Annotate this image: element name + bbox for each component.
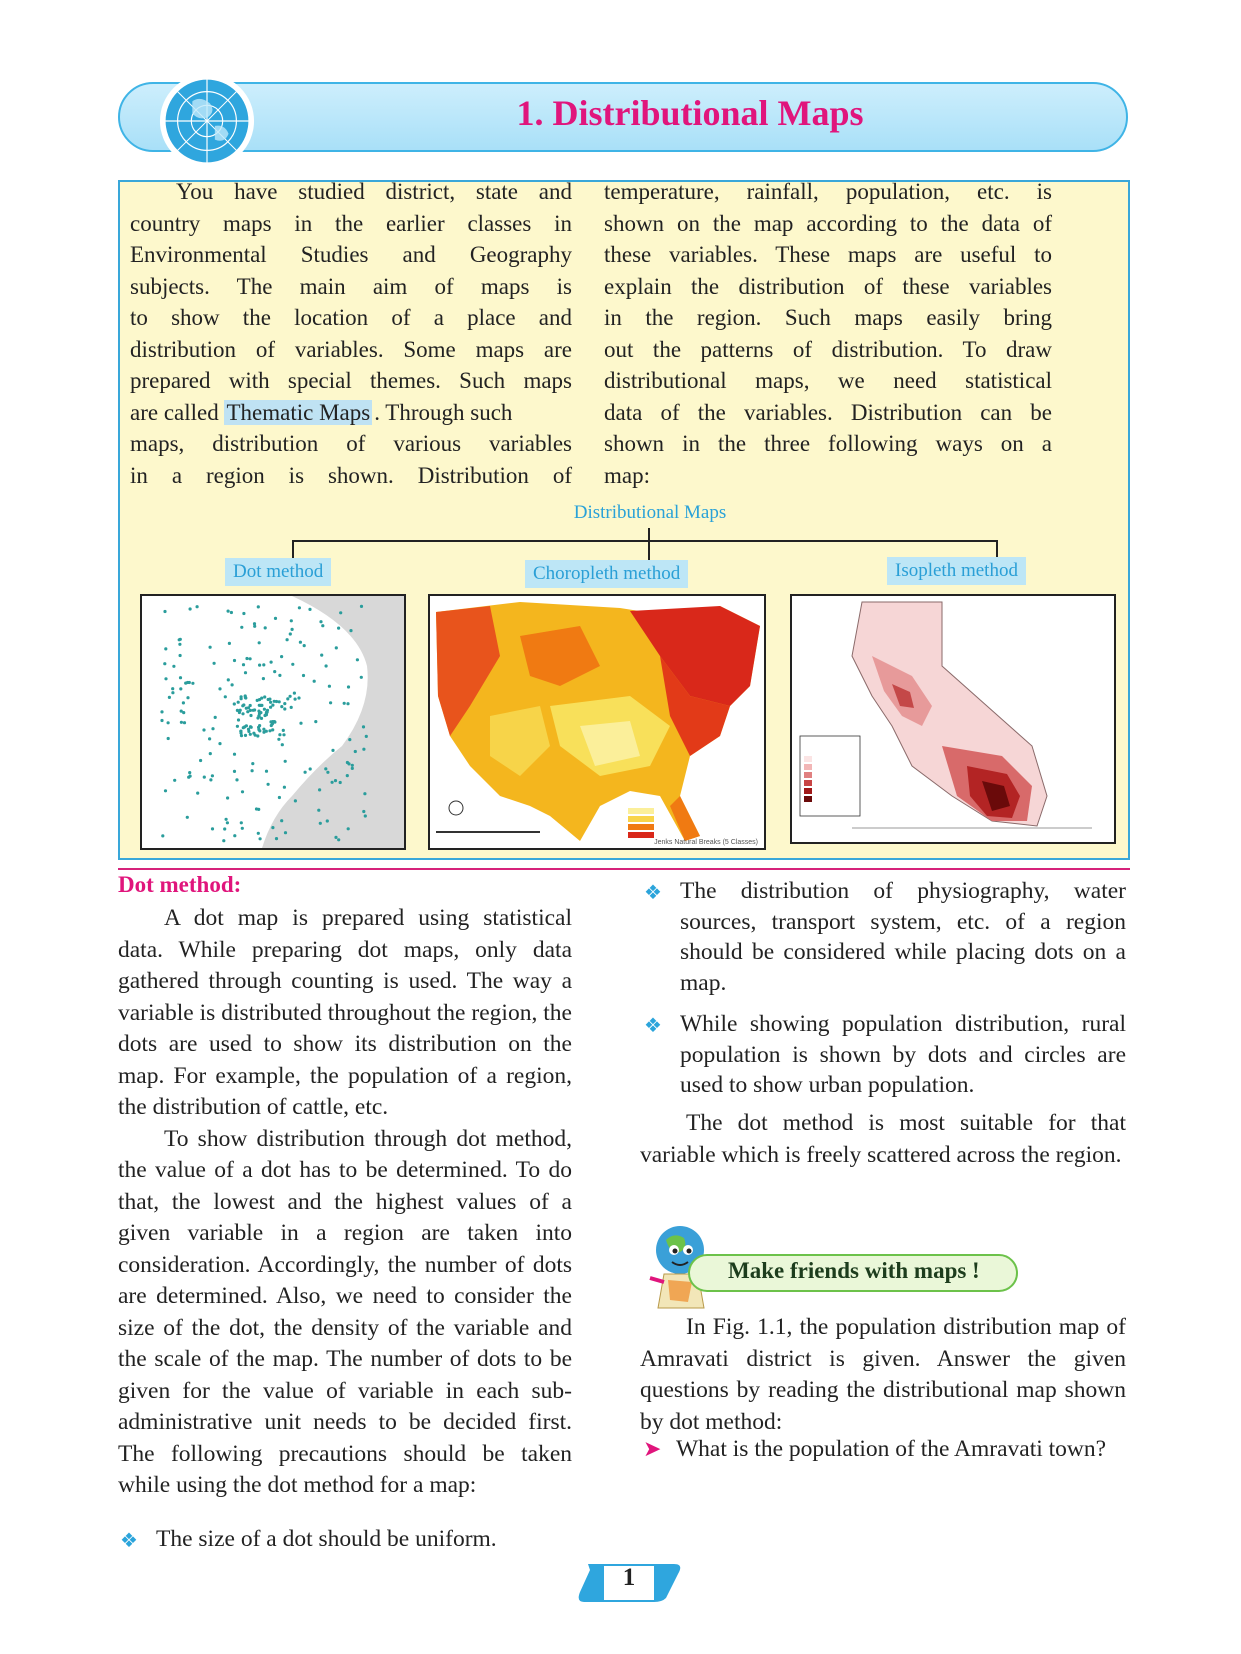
map-dot [331, 749, 334, 752]
map-dot [360, 676, 363, 679]
map-dot [337, 627, 340, 630]
map-dot [242, 612, 245, 615]
map-dot [242, 703, 245, 706]
map-dot [203, 776, 206, 779]
intro-line: You have studied district, state and [176, 179, 572, 204]
map-dot [254, 734, 257, 737]
map-dot [283, 702, 286, 705]
map-dot [186, 696, 189, 699]
map-dot [249, 725, 252, 728]
map-dot [334, 779, 337, 782]
map-dot [239, 730, 242, 733]
intro-line: shown on the map according to the data of [604, 210, 1052, 236]
map-dot [191, 682, 194, 685]
map-dot [249, 709, 252, 712]
map-dot [259, 704, 262, 707]
map-dot [211, 827, 214, 830]
map-dot [241, 790, 244, 793]
map-dot [294, 698, 297, 701]
map-dot [209, 646, 212, 649]
map-dot [275, 837, 278, 840]
map-dot [265, 713, 268, 716]
map-dot [235, 778, 238, 781]
map-dot [317, 809, 320, 812]
map-dot [188, 771, 191, 774]
map-dot [362, 725, 365, 728]
map-dot [189, 607, 192, 610]
intro-line: prepared with special themes. Such maps [130, 368, 572, 393]
map-dot [240, 626, 243, 629]
map-dot [173, 779, 176, 782]
map-dot [167, 737, 170, 740]
map-dot [256, 699, 259, 702]
map-dot [266, 709, 269, 712]
map-dot [179, 676, 182, 679]
map-dot [365, 735, 368, 738]
map-dot [351, 767, 354, 770]
map-dot [209, 778, 212, 781]
map-dot [282, 733, 285, 736]
intro-left-column [130, 176, 572, 491]
map-dot [356, 658, 359, 661]
isopleth-map-figure [790, 594, 1116, 844]
map-dot [161, 834, 164, 837]
map-dot [284, 760, 287, 763]
right-bullet-text: While showing population distribution, rural population is shown by dots and circles are used to show urban population. [680, 1011, 1126, 1098]
map-dot [273, 670, 276, 673]
intro-line: maps, distribution of various variables [130, 431, 572, 456]
map-dot [179, 654, 182, 657]
map-dot [303, 644, 306, 647]
map-dot [227, 610, 230, 613]
tree-connector [292, 540, 294, 558]
map-dot [319, 822, 322, 825]
activity-question: What is the population of the Amravati town? [676, 1436, 1107, 1462]
map-dot [299, 722, 302, 725]
dot-map-figure [140, 594, 406, 850]
map-dot [283, 786, 286, 789]
map-dot [196, 605, 199, 608]
map-dot [351, 764, 354, 767]
map-dot [245, 657, 248, 660]
map-dot [209, 752, 212, 755]
intro-line: distribution of variables. Some maps are [130, 336, 572, 362]
map-dot [334, 836, 337, 839]
intro-text: are called [130, 399, 219, 425]
map-dot [182, 701, 185, 704]
map-dot [260, 697, 263, 700]
map-dot [228, 642, 231, 645]
right-bullet-text: The distribution of physiography, water sources, transport system, etc. of a region should be considered while placing dots on a map. [680, 878, 1126, 996]
intro-line: subjects. The main aim of maps is [130, 273, 572, 299]
page-title: 1. Distributional Maps [516, 93, 864, 133]
map-dot [278, 674, 281, 677]
map-dot [245, 724, 248, 727]
map-dot [326, 819, 329, 822]
map-dot [270, 661, 273, 664]
map-dot [324, 767, 327, 770]
map-dot [271, 728, 274, 731]
map-dot [188, 681, 191, 684]
map-dot [278, 700, 281, 703]
map-dot [291, 628, 294, 631]
map-dot [264, 626, 267, 629]
map-dot [160, 710, 163, 713]
tree-root-label: Distributional Maps [573, 502, 727, 523]
map-dot [178, 638, 181, 641]
map-dot [363, 792, 366, 795]
map-dot [224, 695, 227, 698]
map-dot [299, 641, 302, 644]
map-dot [339, 781, 342, 784]
intro-line: temperature, rainfall, population, etc. is [604, 179, 1052, 204]
map-dot [271, 720, 274, 723]
map-dot [263, 695, 266, 698]
map-dot [308, 608, 311, 611]
map-dot [237, 718, 240, 721]
map-dot [298, 606, 301, 609]
map-dot [257, 832, 260, 835]
map-dot [251, 769, 254, 772]
map-dot [227, 678, 230, 681]
section-divider [118, 868, 1130, 870]
map-dot [163, 610, 166, 613]
map-dot [265, 770, 268, 773]
tree-connector [292, 540, 998, 542]
intro-line: distributional maps, we need statistical [604, 368, 1052, 393]
map-dot [278, 796, 281, 799]
map-dot [335, 646, 338, 649]
activity-paragraph-block [640, 1312, 1126, 1438]
map-dot [271, 826, 274, 829]
intro-line: data of the variables. Distribution can be [604, 399, 1052, 425]
diamond-bullet-icon: ❖ [644, 882, 662, 904]
map-dot [242, 663, 245, 666]
map-dot [251, 762, 254, 765]
map-dot [362, 810, 365, 813]
map-dot [236, 709, 239, 712]
map-dot [346, 702, 349, 705]
intro-line: shown in the three following ways on a [604, 431, 1052, 456]
map-dot [304, 771, 307, 774]
dot-method-right-paragraph [640, 1108, 1126, 1171]
map-dot [269, 701, 272, 704]
map-dot [257, 808, 260, 811]
intro-text: . Through such [374, 399, 513, 425]
map-dot [347, 685, 350, 688]
left-bullet-text: The size of a dot should be uniform. [156, 1526, 497, 1552]
map-dot [258, 729, 261, 732]
map-dot [348, 738, 351, 741]
map-dot [364, 814, 367, 817]
map-dot [286, 638, 289, 641]
map-dot [346, 774, 349, 777]
map-dot [214, 716, 217, 719]
intro-line: country maps in the earlier classes in [130, 210, 572, 236]
map-dot [189, 775, 192, 778]
map-dot [326, 771, 329, 774]
map-dot [237, 701, 240, 704]
map-dot [294, 799, 297, 802]
map-dot [339, 611, 342, 614]
map-dot [233, 770, 236, 773]
map-dot [233, 702, 236, 705]
map-dot [242, 726, 245, 729]
map-dot [233, 834, 236, 837]
map-dot [354, 750, 357, 753]
map-dot [362, 748, 365, 751]
map-dot [257, 710, 260, 713]
map-dot [226, 796, 229, 799]
map-dot [278, 733, 281, 736]
map-dot [236, 725, 239, 728]
map-dot [245, 707, 248, 710]
intro-line: explain the distribution of these variables [604, 273, 1052, 299]
map-dot [314, 720, 317, 723]
paragraph: The dot method is most suitable for that variable which is freely scattered across the region. [640, 1110, 1126, 1168]
map-dot [253, 625, 256, 628]
tag-dot-method: Dot method [225, 558, 331, 586]
map-dot [252, 709, 255, 712]
intro-line: in a region is shown. Distribution of [130, 462, 572, 488]
tag-isopleth-method: Isopleth method [887, 557, 1026, 585]
page-number: 1 [622, 1564, 636, 1591]
map-dot [320, 654, 323, 657]
map-dot [346, 761, 349, 764]
map-dot [280, 655, 283, 658]
map-dot [178, 643, 181, 646]
map-dot [179, 687, 182, 690]
map-dot [258, 664, 261, 667]
map-dot [249, 714, 252, 717]
map-dot [283, 707, 286, 710]
map-dot [231, 683, 234, 686]
map-dot [319, 620, 322, 623]
map-dot [267, 783, 270, 786]
map-dot [290, 619, 293, 622]
map-dot [347, 827, 350, 830]
map-dot [184, 682, 187, 685]
diamond-bullet-icon: ❖ [644, 1015, 662, 1037]
map-dot [186, 816, 189, 819]
map-dot [233, 659, 236, 662]
map-dot [171, 691, 174, 694]
map-dot [160, 719, 163, 722]
map-dot [164, 647, 167, 650]
intro-line: out the patterns of distribution. To draw [604, 336, 1052, 362]
map-dot [222, 839, 225, 842]
map-dot [325, 664, 328, 667]
map-dot [233, 753, 236, 756]
map-dot [281, 743, 284, 746]
map-dot [280, 705, 283, 708]
intro-line: these variables. These maps are useful to [604, 242, 1052, 267]
map-dot [180, 710, 183, 713]
map-dot [239, 709, 242, 712]
choropleth-legend-footer: Jenks Natural Breaks (5 Classes) [654, 839, 758, 846]
map-dot [329, 701, 332, 704]
map-dot [275, 700, 278, 703]
map-dot [318, 788, 321, 791]
map-dot [277, 738, 280, 741]
map-dot [280, 819, 283, 822]
map-dot [247, 728, 250, 731]
map-dot [328, 685, 331, 688]
paragraph: To show distribution through dot method, the value of a dot has to be determined. To do that, the lowest and the highest values of a given variable in a region are taken into consideration. Accordingly, the number of dots are determined. Also, we need to consider the size of the dot, the density of the variable and the scale of the map. The number of dots to be given for the value of variable in each sub-administrative unit needs to be decided first. The following precautions should be taken while using the dot method for a map: [118, 1125, 572, 1498]
map-dot [337, 838, 340, 841]
map-dot [262, 663, 265, 666]
map-dot [171, 687, 174, 690]
map-dot [183, 721, 186, 724]
map-dot [349, 629, 352, 632]
map-dot [289, 695, 292, 698]
paragraph: A dot map is prepared using statistical data. While preparing dot maps, only data gathered through counting is used. The way a variable is distributed throughout the region, the dots are used to show its distribution on the map. For example, the population of a region, the distribution of cattle, etc. [118, 905, 572, 1120]
choropleth-map-image [430, 596, 764, 848]
map-dot [218, 687, 221, 690]
map-dot [293, 692, 296, 695]
map-dot [240, 697, 243, 700]
map-dot [244, 671, 247, 674]
tag-choropleth-method: Choropleth method [525, 560, 688, 588]
map-dot [211, 727, 214, 730]
map-dot [249, 733, 252, 736]
map-dot [284, 831, 287, 834]
choropleth-map-figure [428, 594, 766, 850]
map-dot [286, 697, 289, 700]
map-dot [263, 708, 266, 711]
map-dot [163, 662, 166, 665]
map-dot [218, 742, 221, 745]
map-dot [360, 605, 363, 608]
map-dot [213, 662, 216, 665]
tree-connector [648, 540, 650, 560]
map-dot [257, 726, 260, 729]
isopleth-map-image [792, 596, 1114, 842]
intro-line: to show the location of a place and [130, 305, 572, 330]
map-dot [262, 677, 265, 680]
thematic-maps-highlight: Thematic Maps [226, 399, 371, 425]
map-dot [291, 663, 294, 666]
map-dot [180, 721, 183, 724]
map-dot [226, 821, 229, 824]
map-dot [196, 792, 199, 795]
map-dot [230, 611, 233, 614]
map-dot [172, 665, 175, 668]
map-dot [274, 617, 277, 620]
intro-line: map: [604, 462, 650, 488]
tree-connector [996, 540, 998, 558]
map-dot [211, 774, 214, 777]
map-dot [202, 728, 205, 731]
map-dot [267, 698, 270, 701]
map-dot [240, 734, 243, 737]
map-dot [208, 737, 211, 740]
map-dot [265, 730, 268, 733]
intro-right-column [604, 176, 1052, 491]
map-dot [309, 767, 312, 770]
map-dot [241, 827, 244, 830]
map-dot [289, 632, 292, 635]
map-dot [297, 696, 300, 699]
map-dot [258, 641, 261, 644]
map-dot [290, 706, 293, 709]
globe-icon [158, 72, 256, 170]
activity-label: Make friends with maps ! [728, 1258, 980, 1283]
map-dot [167, 721, 170, 724]
dot-map-image [142, 596, 404, 848]
map-dot [259, 837, 262, 840]
map-dot [164, 677, 167, 680]
paragraph: In Fig. 1.1, the population distribution map of Amravati district is given. Answer the given questions by reading the distributional map shown by dot method: [640, 1314, 1126, 1435]
map-dot [271, 704, 274, 707]
dot-method-left-column [118, 903, 572, 1502]
intro-line: in the region. Such maps easily bring [604, 305, 1052, 330]
map-dot [225, 818, 228, 821]
map-dot [244, 694, 247, 697]
map-dot [223, 827, 226, 830]
arrow-bullet-icon: ➤ [643, 1436, 662, 1461]
map-dot [257, 605, 260, 608]
map-dot [331, 781, 334, 784]
map-dot [343, 702, 346, 705]
map-dot [241, 712, 244, 715]
map-dot [244, 734, 247, 737]
map-dot [240, 821, 243, 824]
map-dot [302, 674, 305, 677]
dot-method-heading: Dot method: [118, 872, 242, 897]
map-dot [313, 680, 316, 683]
map-dot [199, 759, 202, 762]
map-dot [168, 696, 171, 699]
map-dot [164, 789, 167, 792]
map-dot [321, 624, 324, 627]
intro-line-thematic [130, 397, 572, 429]
map-dot [282, 729, 285, 732]
intro-line: Environmental Studies and Geography [130, 242, 572, 267]
diamond-bullet-icon: ❖ [120, 1530, 138, 1552]
map-dot [249, 657, 252, 660]
